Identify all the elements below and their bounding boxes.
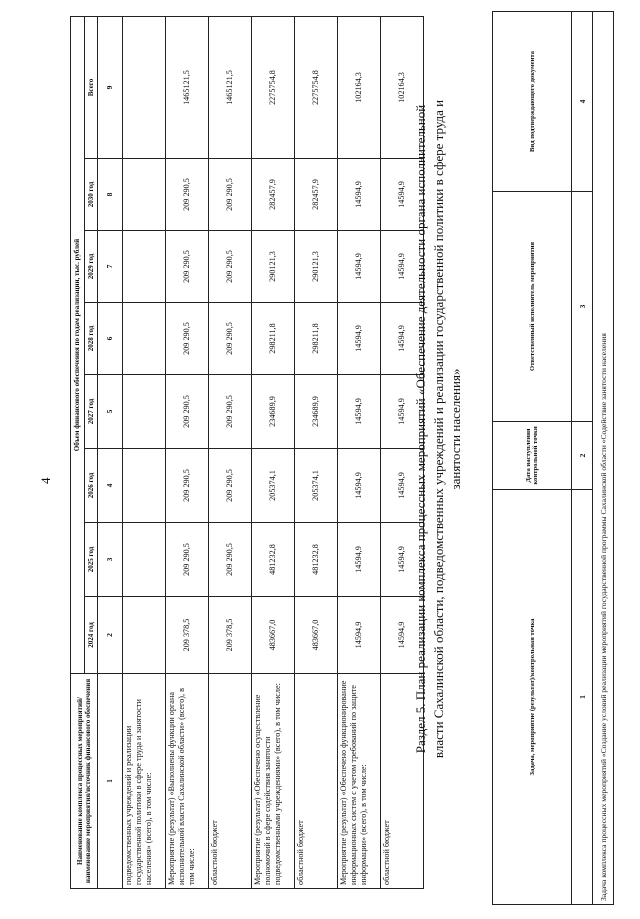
row-value: 2275754,8 [295,17,338,159]
row-value: 290121,3 [252,231,295,303]
row-value [123,159,166,231]
row-value: 205374,1 [252,449,295,523]
row-value: 298211,8 [295,303,338,375]
row-value: 481232,8 [295,523,338,597]
row-value [123,231,166,303]
row-value: 14594,9 [338,523,381,597]
row-value: 481232,8 [252,523,295,597]
finance-column-numbers [98,17,123,889]
row-value: 209 290,5 [209,231,252,303]
row-value: 14594,9 [338,375,381,449]
col-number: 1 [572,490,593,905]
row-value: 234689,9 [252,375,295,449]
table-row [338,17,381,889]
header-year-2029: 2029 год [84,231,98,303]
plan-task-row [593,12,614,905]
row-name: областной бюджет [295,674,338,889]
col-number: 1 [98,674,123,889]
row-value: 483667,0 [252,597,295,674]
table-row [166,17,209,889]
table-row [209,17,252,889]
row-value [123,17,166,159]
col-number: 8 [98,159,123,231]
row-value [123,449,166,523]
row-value: 298211,8 [252,303,295,375]
row-value: 209 378,5 [209,597,252,674]
row-value: 102164,3 [381,17,424,159]
row-value: 14594,9 [381,159,424,231]
row-value: 209 290,5 [166,523,209,597]
row-value: 282457,9 [252,159,295,231]
section-heading: Раздел 5. План реализации комплекса процессных мероприятий «Обеспечение деятельности органа исполнительной власти Сахалинской области, подведомственных учреждений и реализации государственной политики в сфере труда и занятости населения» [413,99,464,759]
col-number: 3 [572,192,593,422]
row-value: 14594,9 [338,231,381,303]
col-number: 5 [98,375,123,449]
row-value: 209 290,5 [209,523,252,597]
row-value: 205374,1 [295,449,338,523]
row-name: областной бюджет [209,674,252,889]
row-value: 14594,9 [338,597,381,674]
col-number: 2 [98,597,123,674]
plan-table [492,11,614,905]
task-description: Задача комплекса процессных мероприятий «Создание условий реализации мероприятий государственной программы Сахалинской области «Содействие занятости населения [593,12,614,905]
row-value: 14594,9 [381,523,424,597]
row-value: 2275754,8 [252,17,295,159]
header-year-2025: 2025 год [84,523,98,597]
header-total: Всего [84,17,98,159]
row-value: 209 290,5 [209,375,252,449]
header-document: Вид подтверждающего документа [493,12,572,192]
row-value: 1465121,5 [209,17,252,159]
row-value: 234689,9 [295,375,338,449]
header-task: Задача, мероприятие (результат)/контрольная точка [493,490,572,905]
page-number: 4 [38,477,53,484]
row-value [123,375,166,449]
row-value: 290121,3 [295,231,338,303]
finance-table [70,16,424,889]
row-value: 14594,9 [381,231,424,303]
row-name: Мероприятие (результат) «Выполнены функции органа исполнительной власти Сахалинской области» (всего), в том числе: [166,674,209,889]
col-number: 9 [98,17,123,159]
row-value: 209 290,5 [209,303,252,375]
row-value: 483667,0 [295,597,338,674]
finance-header-row [71,17,85,889]
table-row [295,17,338,889]
row-value: 209 290,5 [166,231,209,303]
header-finance-group: Объем финансового обеспечения по годам реализации, тыс. рублей [71,17,85,674]
header-year-2030: 2030 год [84,159,98,231]
col-number: 4 [572,12,593,192]
header-name-col: Наименование комплекса процессных мероприятий/наименование мероприятия/источник финансового обеспечения [71,674,98,889]
row-name: областной бюджет [381,674,424,889]
table-row [123,17,166,889]
row-value [123,303,166,375]
row-value [123,523,166,597]
row-value: 14594,9 [381,449,424,523]
row-value: 14594,9 [381,597,424,674]
row-value: 14594,9 [381,303,424,375]
row-value: 14594,9 [381,375,424,449]
row-name: Мероприятие (результат) «Обеспечено осуществление полномочий в сфере содействия занятости подведомственными учреждениями» (всего), в том числе: [252,674,295,889]
row-value: 209 290,5 [166,375,209,449]
row-value: 209 290,5 [166,303,209,375]
row-value [123,597,166,674]
col-number: 3 [98,523,123,597]
row-value: 209 378,5 [166,597,209,674]
row-value: 209 290,5 [166,449,209,523]
header-year-2024: 2024 год [84,597,98,674]
row-value: 14594,9 [338,303,381,375]
col-number: 4 [98,449,123,523]
plan-column-numbers [572,12,593,905]
header-year-2027: 2027 год [84,375,98,449]
header-date: Дата наступления контрольной точки [493,422,572,490]
row-value: 102164,3 [338,17,381,159]
col-number: 6 [98,303,123,375]
row-value: 282457,9 [295,159,338,231]
row-value: 209 290,5 [166,159,209,231]
row-name: подведомственных учреждений и реализации государственной политики в сфере труда и занятости населения» (всего), в том числе: [123,674,166,889]
col-number: 2 [572,422,593,490]
table-row [252,17,295,889]
header-year-2028: 2028 год [84,303,98,375]
header-executor: Ответственный исполнитель мероприятия [493,192,572,422]
col-number: 7 [98,231,123,303]
row-value: 14594,9 [338,449,381,523]
row-value: 209 290,5 [209,159,252,231]
row-value: 14594,9 [338,159,381,231]
row-value: 1465121,5 [166,17,209,159]
plan-header-row [493,12,572,905]
row-value: 209 290,5 [209,449,252,523]
row-name: Мероприятие (результат) «Обеспечено функционирование информационных систем с учетом требований по защите информации» (всего), в том числе: [338,674,381,889]
header-year-2026: 2026 год [84,449,98,523]
